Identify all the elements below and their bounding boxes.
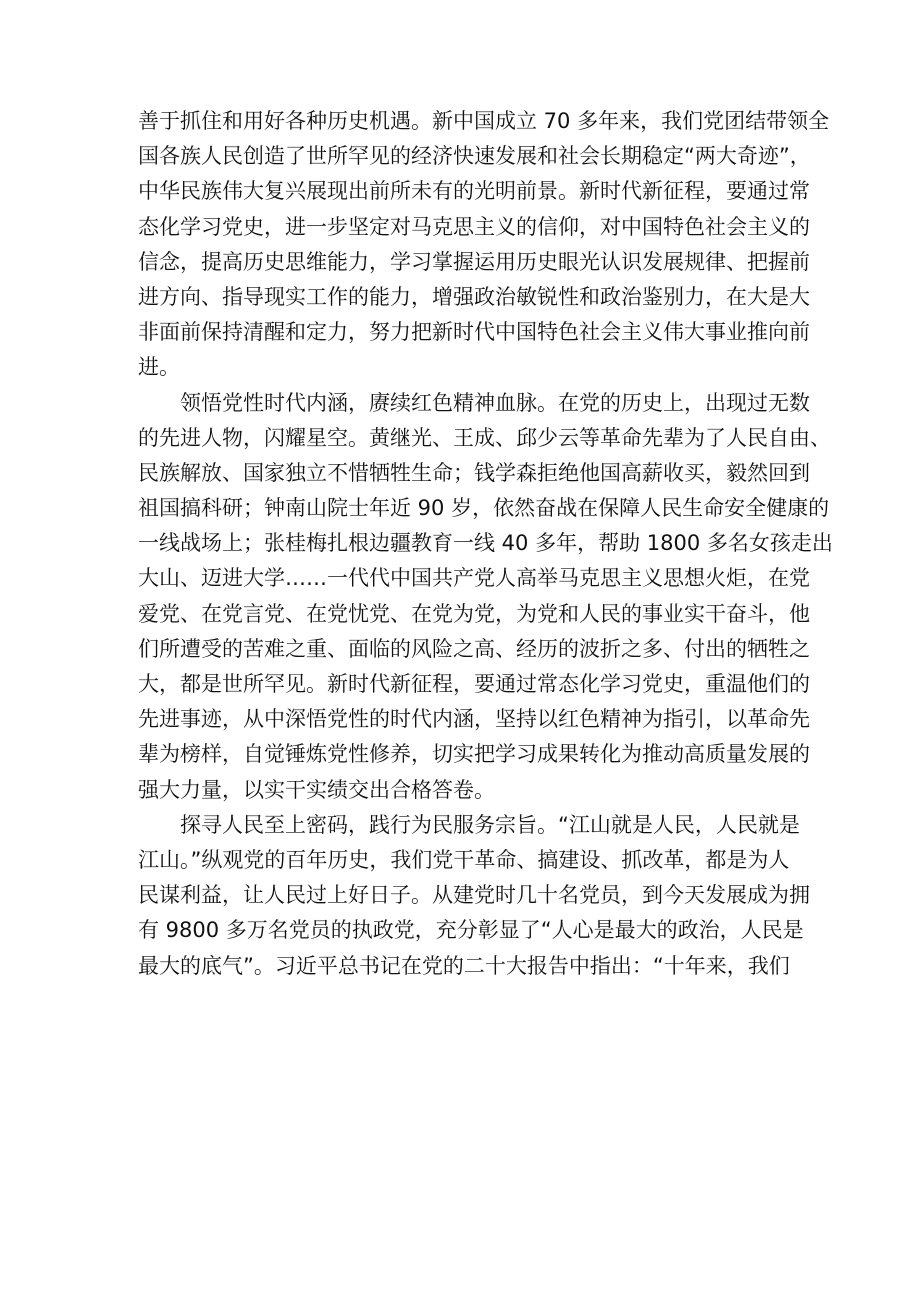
text-line: 信念，提高历史思维能力，学习掌握运用历史眼光认识发展规律、把握前 <box>138 249 810 274</box>
text-line: 中华民族伟大复兴展现出前所未有的光明前景。新时代新征程，要通过常 <box>138 179 810 204</box>
text-line: 民族解放、国家独立不惜牺牲生命；钱学森拒绝他国高薪收买，毅然回到 <box>138 460 810 485</box>
text-line: 民谋利益，让人民过上好日子。从建党时几十名党员，到今天发展成为拥 <box>138 883 810 908</box>
text-line: 有 9800 多万名党员的执政党，充分彰显了“人心是最大的政治，人民是 <box>138 918 804 943</box>
text-line: 先进事迹，从中深悟党性的时代内涵，坚持以红色精神为指引，以革命先 <box>138 707 810 732</box>
text-line: 非面前保持清醒和定力，努力把新时代中国特色社会主义伟大事业推向前 <box>138 320 810 345</box>
text-line: 江山。”纵观党的百年历史，我们党干革命、搞建设、抓改革，都是为人 <box>138 847 790 872</box>
text-line: 探寻人民至上密码，践行为民服务宗旨。“江山就是人民，人民就是 <box>138 812 800 837</box>
text-line: 大山、迈进大学……一代代中国共产党人高举马克思主义思想火炬，在党 <box>138 566 810 591</box>
text-line: 一线战场上；张桂梅扎根边疆教育一线 40 多年，帮助 1800 多名女孩走出 <box>138 531 833 556</box>
paragraph-history-opportunities <box>138 104 830 386</box>
text-line: 最大的底气”。习近平总书记在党的二十大报告中指出：“十年来，我们 <box>138 953 790 978</box>
text-line: 强大力量，以实干实绩交出合格答卷。 <box>138 777 495 802</box>
text-line: 的先进人物，闪耀星空。黄继光、王成、邱少云等革命先辈为了人民自由、 <box>138 425 831 450</box>
text-line: 祖国搞科研；钟南山院士年近 90 岁，依然奋战在保障人民生命安全健康的 <box>138 496 830 521</box>
text-line: 领悟党性时代内涵，赓续红色精神血脉。在党的历史上，出现过无数 <box>138 390 810 415</box>
text-line: 善于抓住和用好各种历史机遇。新中国成立 70 多年来，我们党团结带领全 <box>138 109 830 133</box>
text-line: 爱党、在党言党、在党忧党、在党为党，为党和人民的事业实干奋斗，他 <box>138 601 810 626</box>
text-line: 大，都是世所罕见。新时代新征程，要通过常态化学习党史，重温他们的 <box>138 672 810 696</box>
text-line: 辈为榜样，自觉锤炼党性修养，切实把学习成果转化为推动高质量发展的 <box>138 742 810 767</box>
paragraph-party-spirit <box>138 386 833 808</box>
text-line: 们所遭受的苦难之重、面临的风险之高、经历的波折之多、付出的牺牲之 <box>138 636 810 661</box>
text-line: 进。 <box>138 355 180 380</box>
text-line: 态化学习党史，进一步坚定对马克思主义的信仰，对中国特色社会主义的 <box>138 214 810 239</box>
text-line: 进方向、指导现实工作的能力，增强政治敏锐性和政治鉴别力，在大是大 <box>138 284 810 309</box>
paragraph-people-first <box>138 808 810 984</box>
body-text <box>138 104 833 984</box>
text-line: 国各族人民创造了世所罕见的经济快速发展和社会长期稳定“两大奇迹”， <box>138 144 811 169</box>
